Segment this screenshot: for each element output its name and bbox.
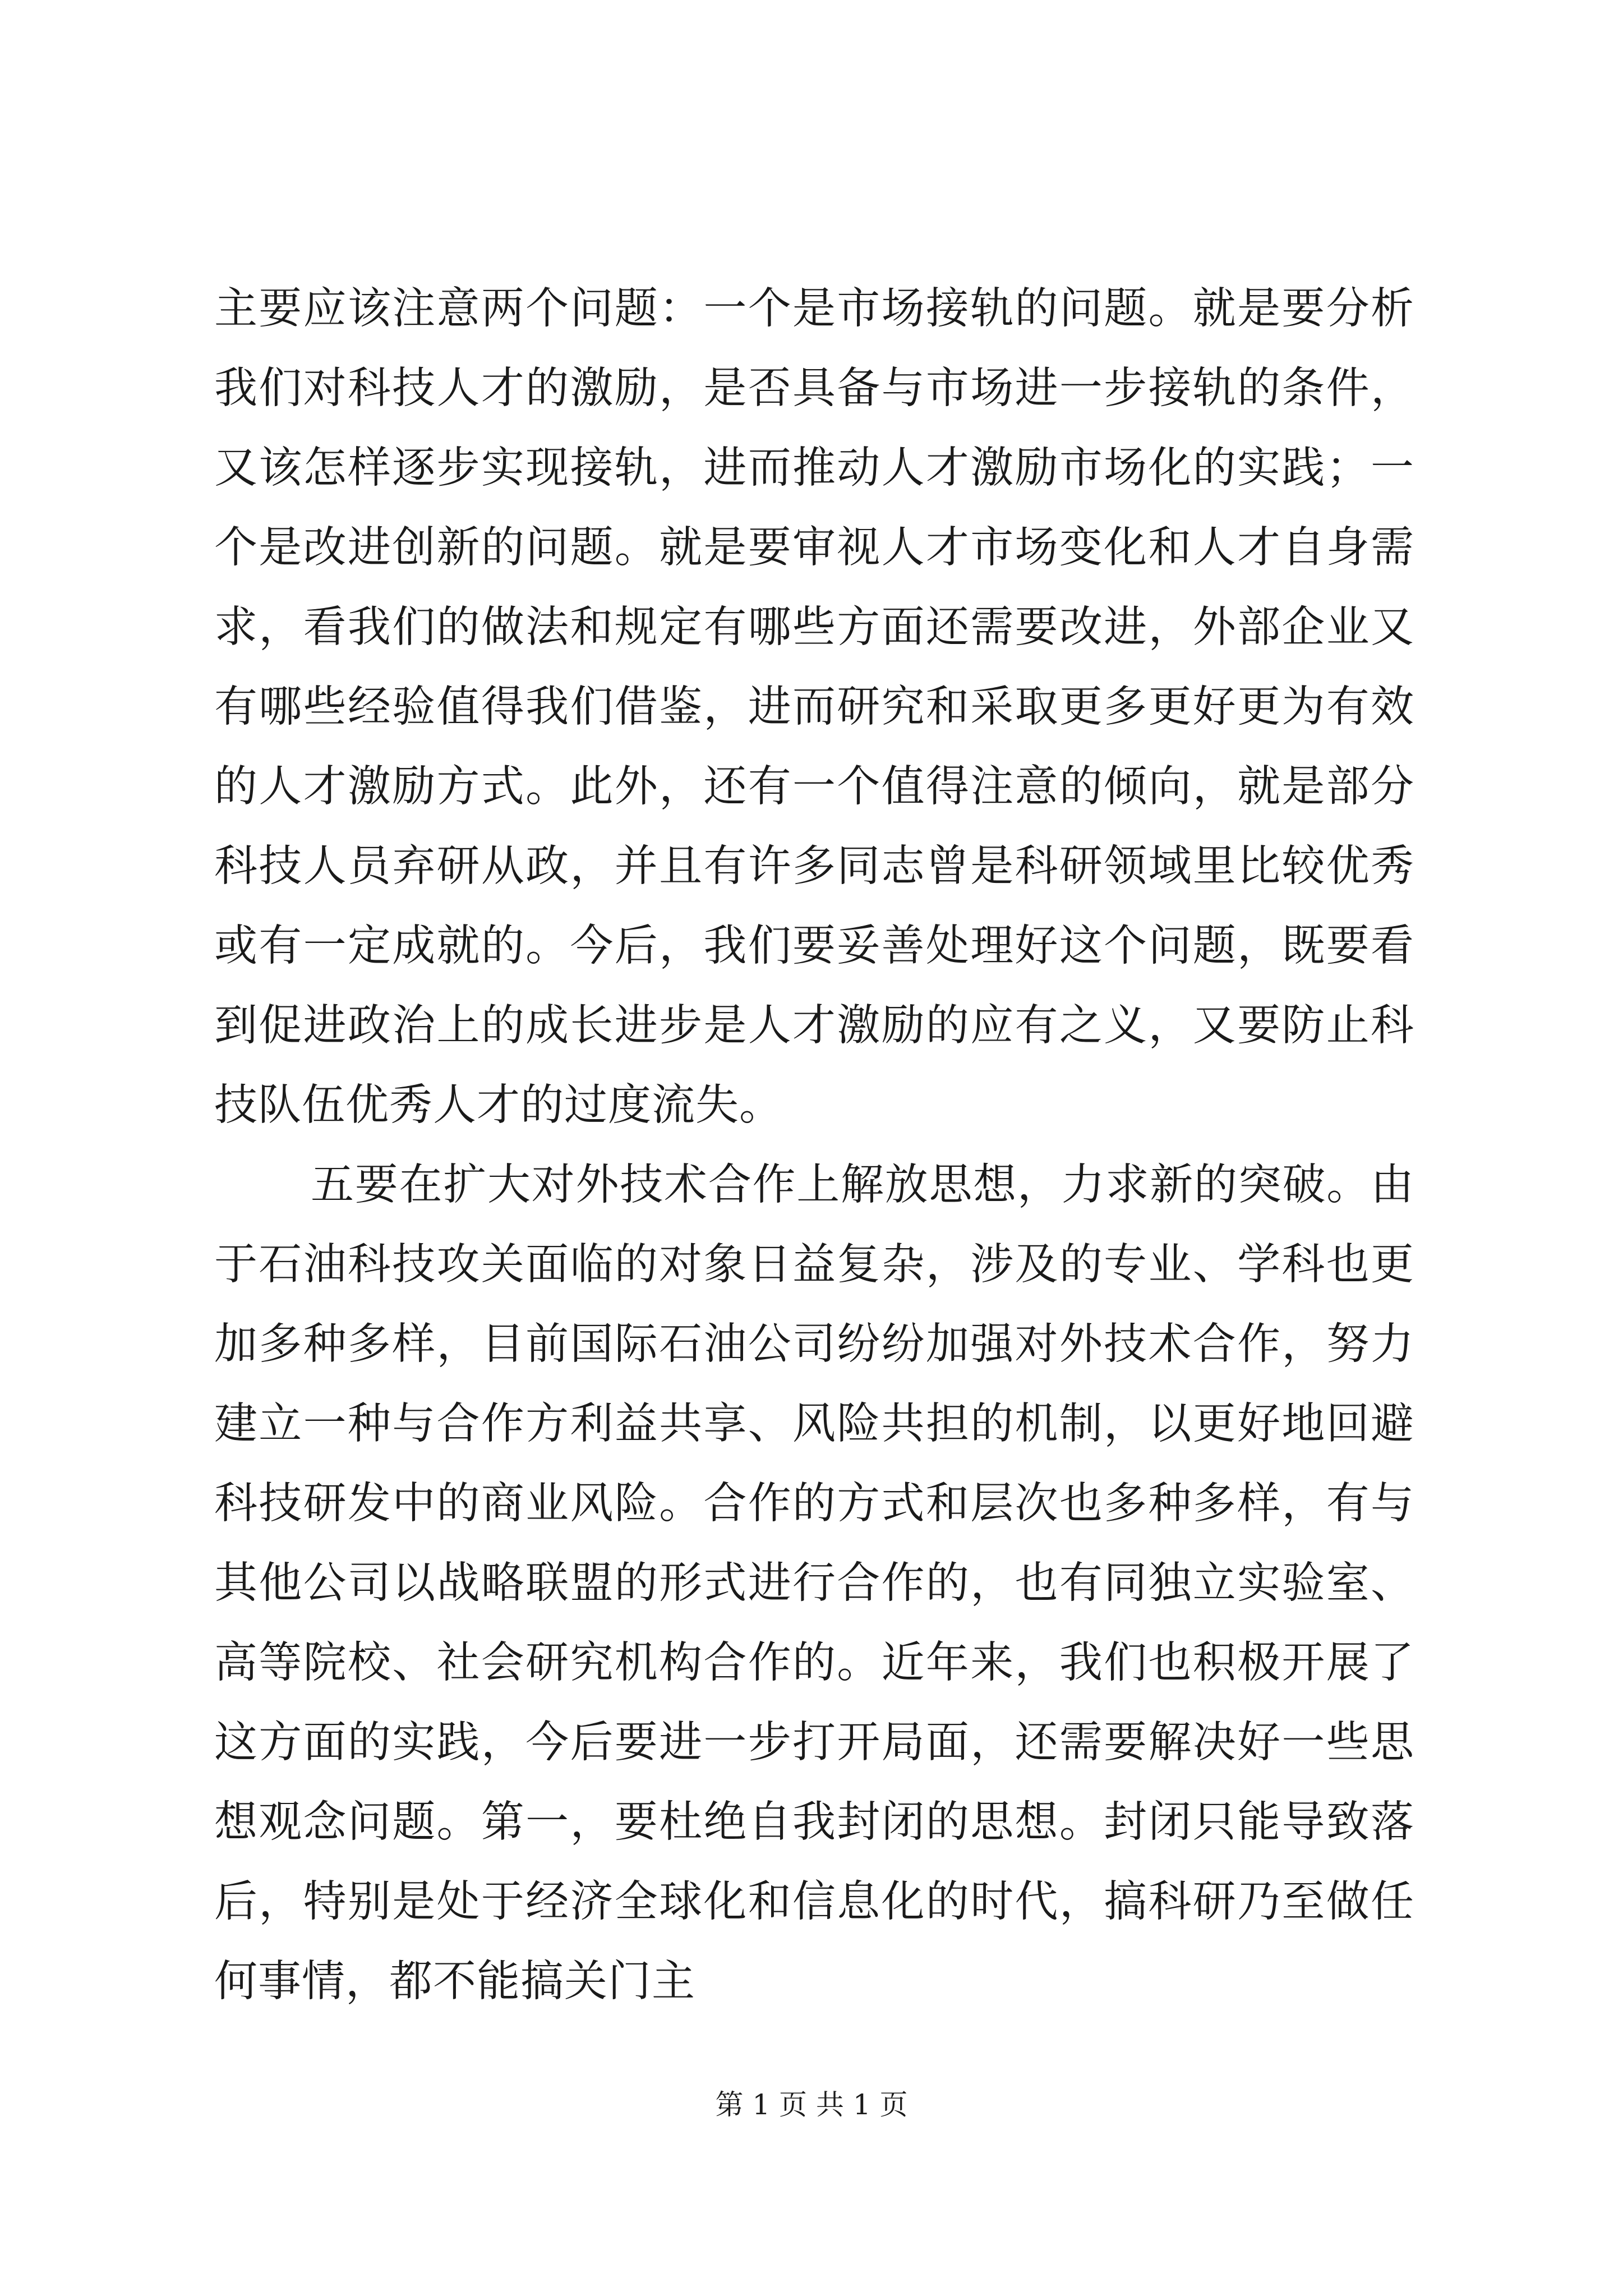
page-number-label: 第 1 页 共 1 页 [715,2088,908,2121]
document-body [214,269,1414,2022]
paragraph-1: 主要应该注意两个问题：一个是市场接轨的问题。就是要分析我们对科技人才的激励，是否具备与市场进一步接轨的条件，又该怎样逐步实现接轨，进而推动人才激励市场化的实践；一个是改进创新的问题。就是要审视人才市场变化和人才自身需求，看我们的做法和规定有哪些方面还需要改进，外部企业又有哪些经验值得我们借鉴，进而研究和采取更多更好更为有效的人才激励方式。此外，还有一个值得注意的倾向，就是部分科技人员弃研从政，并且有许多同志曾是科研领域里比较优秀或有一定成就的。今后，我们要妥善处理好这个问题，既要看到促进政治上的成长进步是人才激励的应有之义，又要防止科技队伍优秀人才的过度流失。 [214,284,1414,1130]
paragraph-2: 五要在扩大对外技术合作上解放思想，力求新的突破。由于石油科技攻关面临的对象日益复杂，涉及的专业、学科也更加多种多样，目前国际石油公司纷纷加强对外技术合作，努力建立一种与合作方利益共享、风险共担的机制，以更好地回避科技研发中的商业风险。合作的方式和层次也多种多样，有与其他公司以战略联盟的形式进行合作的，也有同独立实验室、高等院校、社会研究机构合作的。近年来，我们也积极开展了这方面的实践，今后要进一步打开局面，还需要解决好一些思想观念问题。第一，要杜绝自我封闭的思想。封闭只能导致落后，特别是处于经济全球化和信息化的时代，搞科研乃至做任何事情，都不能搞关门主 [214,1160,1414,2007]
page-footer [0,2082,1623,2123]
